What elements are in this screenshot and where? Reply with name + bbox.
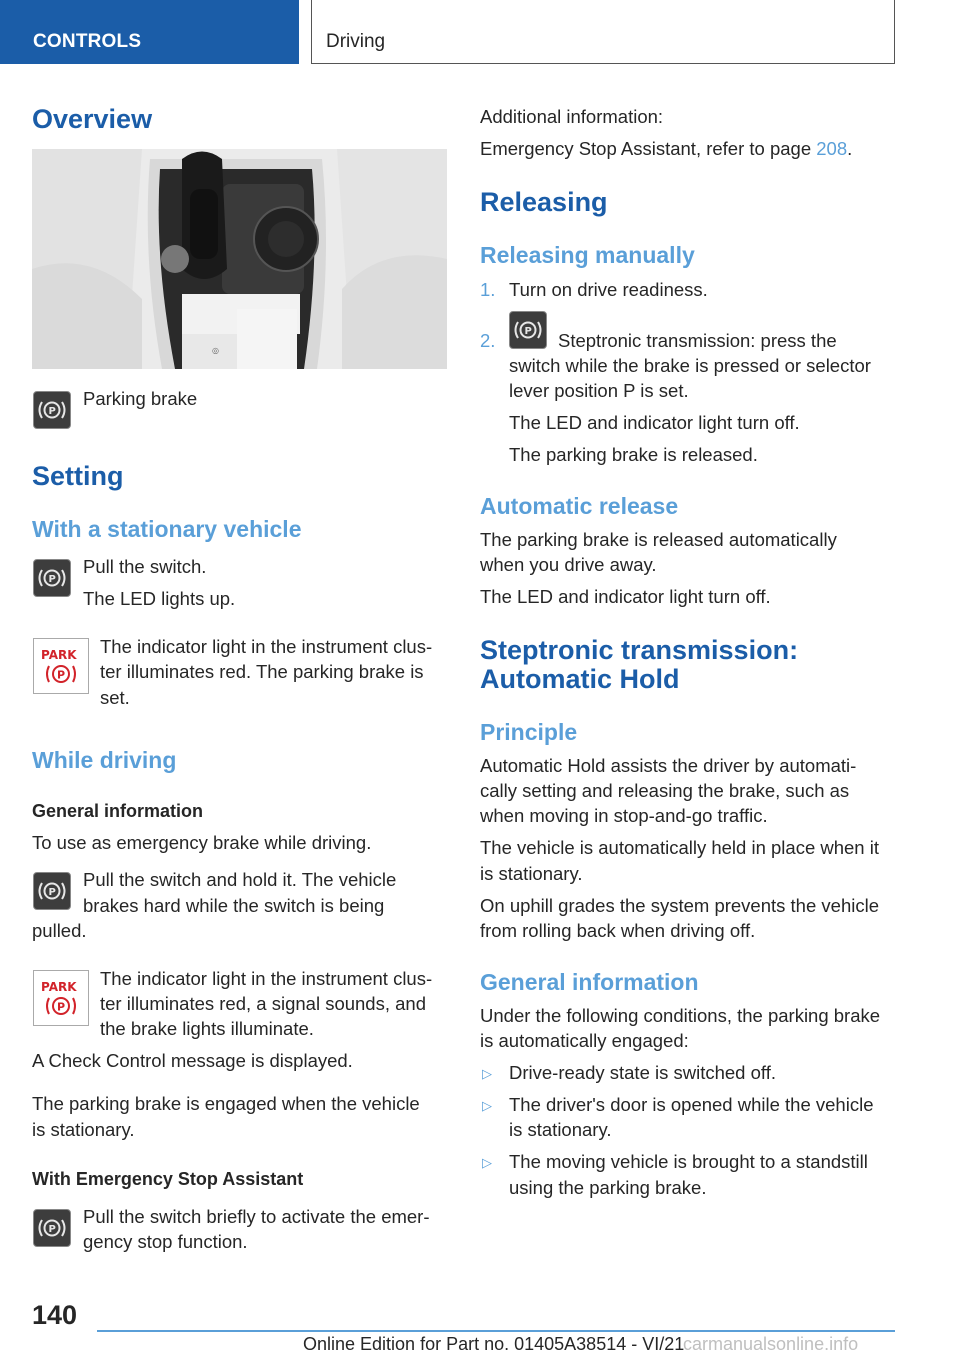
chapter-tab (311, 0, 895, 64)
list-item: using the parking brake. (509, 1177, 707, 1198)
ref-text: Emergency Stop Assistant, refer to page (480, 138, 817, 159)
bullet-triangle-icon: ▷ (482, 1155, 492, 1170)
text-line: On uphill grades the system prevents the vehicle (480, 895, 879, 916)
overview-heading: Overview (32, 104, 153, 134)
svg-text:P: P (48, 887, 56, 898)
list-item: The driver's door is opened while the vehicle (509, 1094, 874, 1115)
chapter-label: Driving (326, 31, 386, 52)
step-text: Steptronic transmission: press the (558, 330, 837, 351)
text-line: To use as emergency brake while driving. (32, 832, 372, 853)
text-line: The vehicle is automatically held in place when it (480, 837, 879, 858)
general-info-subheading: General information (32, 801, 204, 821)
esa-subheading: With Emergency Stop Assistant (32, 1169, 304, 1189)
gear-console-photo (32, 149, 447, 369)
edition-text: Online Edition for Part no. 01405A38514 - VI/21 (303, 1334, 685, 1354)
steptronic-heading-line2: Automatic Hold (480, 664, 680, 694)
esa-page-reference (480, 136, 852, 162)
text-line: Under the following conditions, the parking brake (480, 1005, 881, 1026)
ref-suffix: . (847, 138, 853, 159)
footer-divider (97, 1330, 895, 1332)
section-label: CONTROLS (33, 31, 142, 52)
step-number: 2. (480, 330, 496, 351)
text-line: The indicator light in the instrument clus- (100, 636, 433, 657)
text-line: set. (100, 687, 130, 708)
svg-text:◎: ◎ (212, 346, 219, 355)
text-line: Automatic Hold assists the driver by automati- (480, 755, 857, 776)
text-line: is stationary. (32, 1119, 135, 1140)
text-line: the brake lights illuminate. (100, 1018, 314, 1039)
text-line: A Check Control message is displayed. (32, 1050, 353, 1071)
step-text: The parking brake is released. (509, 444, 758, 465)
parking-brake-icon (509, 311, 547, 349)
step-text: Turn on drive readiness. (509, 279, 708, 300)
text-line: The parking brake is engaged when the vehicle (32, 1093, 420, 1114)
parking-brake-icon (33, 1209, 71, 1247)
text-line: pulled. (32, 920, 87, 941)
bullet-triangle-icon: ▷ (482, 1066, 492, 1081)
list-item: The moving vehicle is brought to a standstill (509, 1151, 868, 1172)
text-line: The LED and indicator light turn off. (480, 586, 771, 607)
text-line: Pull the switch. (83, 556, 207, 577)
text-line: ter illuminates red, a signal sounds, and (100, 993, 426, 1014)
text-line: when moving in stop-and-go traffic. (480, 805, 768, 826)
principle-heading: Principle (480, 719, 578, 745)
text-line: Additional information: (480, 106, 664, 127)
step-number: 1. (480, 279, 496, 300)
releasing-heading: Releasing (480, 187, 608, 217)
text-line: from rolling back when driving off. (480, 920, 756, 941)
svg-text:P: P (57, 1000, 66, 1014)
park-indicator-icon (33, 638, 89, 694)
park-indicator-icon (33, 970, 89, 1026)
stationary-heading: With a stationary vehicle (32, 516, 302, 542)
svg-text:PARK: PARK (41, 648, 77, 662)
console-image (32, 149, 447, 369)
page-link[interactable]: 208 (816, 138, 848, 159)
text-line: Pull the switch and hold it. The vehicle (83, 869, 397, 890)
svg-text:P: P (48, 574, 56, 585)
svg-text:P: P (57, 668, 66, 682)
text-line: The LED lights up. (83, 588, 236, 609)
general-information-heading: General information (480, 969, 699, 995)
text-line: cally setting and releasing the brake, such as (480, 780, 850, 801)
text-line: gency stop function. (83, 1231, 248, 1252)
setting-heading: Setting (32, 461, 124, 491)
bullet-triangle-icon: ▷ (482, 1098, 492, 1113)
parking-brake-icon (33, 391, 71, 429)
svg-text:P: P (524, 326, 532, 337)
text-line: The indicator light in the instrument clus- (100, 968, 433, 989)
parking-brake-icon (33, 559, 71, 597)
automatic-release-heading: Automatic release (480, 493, 679, 519)
parking-brake-icon (33, 872, 71, 910)
text-line: brakes hard while the switch is being (83, 895, 385, 916)
section-tab (0, 0, 299, 64)
watermark-text: carmanualsonline.info (683, 1334, 859, 1354)
list-item: Drive-ready state is switched off. (509, 1062, 776, 1083)
step-text: The LED and indicator light turn off. (509, 412, 800, 433)
step-text: lever position P is set. (509, 380, 689, 401)
step-text: switch while the brake is pressed or selector (509, 355, 871, 376)
list-item: is stationary. (509, 1119, 612, 1140)
svg-text:P: P (48, 406, 56, 417)
steptronic-heading: Steptronic transmission: (480, 635, 799, 665)
while-driving-heading: While driving (32, 747, 177, 773)
svg-text:PARK: PARK (41, 980, 77, 994)
text-line: is stationary. (480, 863, 583, 884)
text-line: The parking brake is released automatically (480, 529, 837, 550)
text-line: when you drive away. (480, 554, 657, 575)
photo-caption: Parking brake (83, 388, 198, 409)
text-line: is automatically engaged: (480, 1030, 689, 1051)
releasing-manually-heading: Releasing manually (480, 242, 695, 268)
page-number: 140 (32, 1300, 78, 1330)
svg-text:P: P (48, 1224, 56, 1235)
text-line: Pull the switch briefly to activate the emer- (83, 1206, 430, 1227)
text-line: ter illuminates red. The parking brake is (100, 661, 424, 682)
